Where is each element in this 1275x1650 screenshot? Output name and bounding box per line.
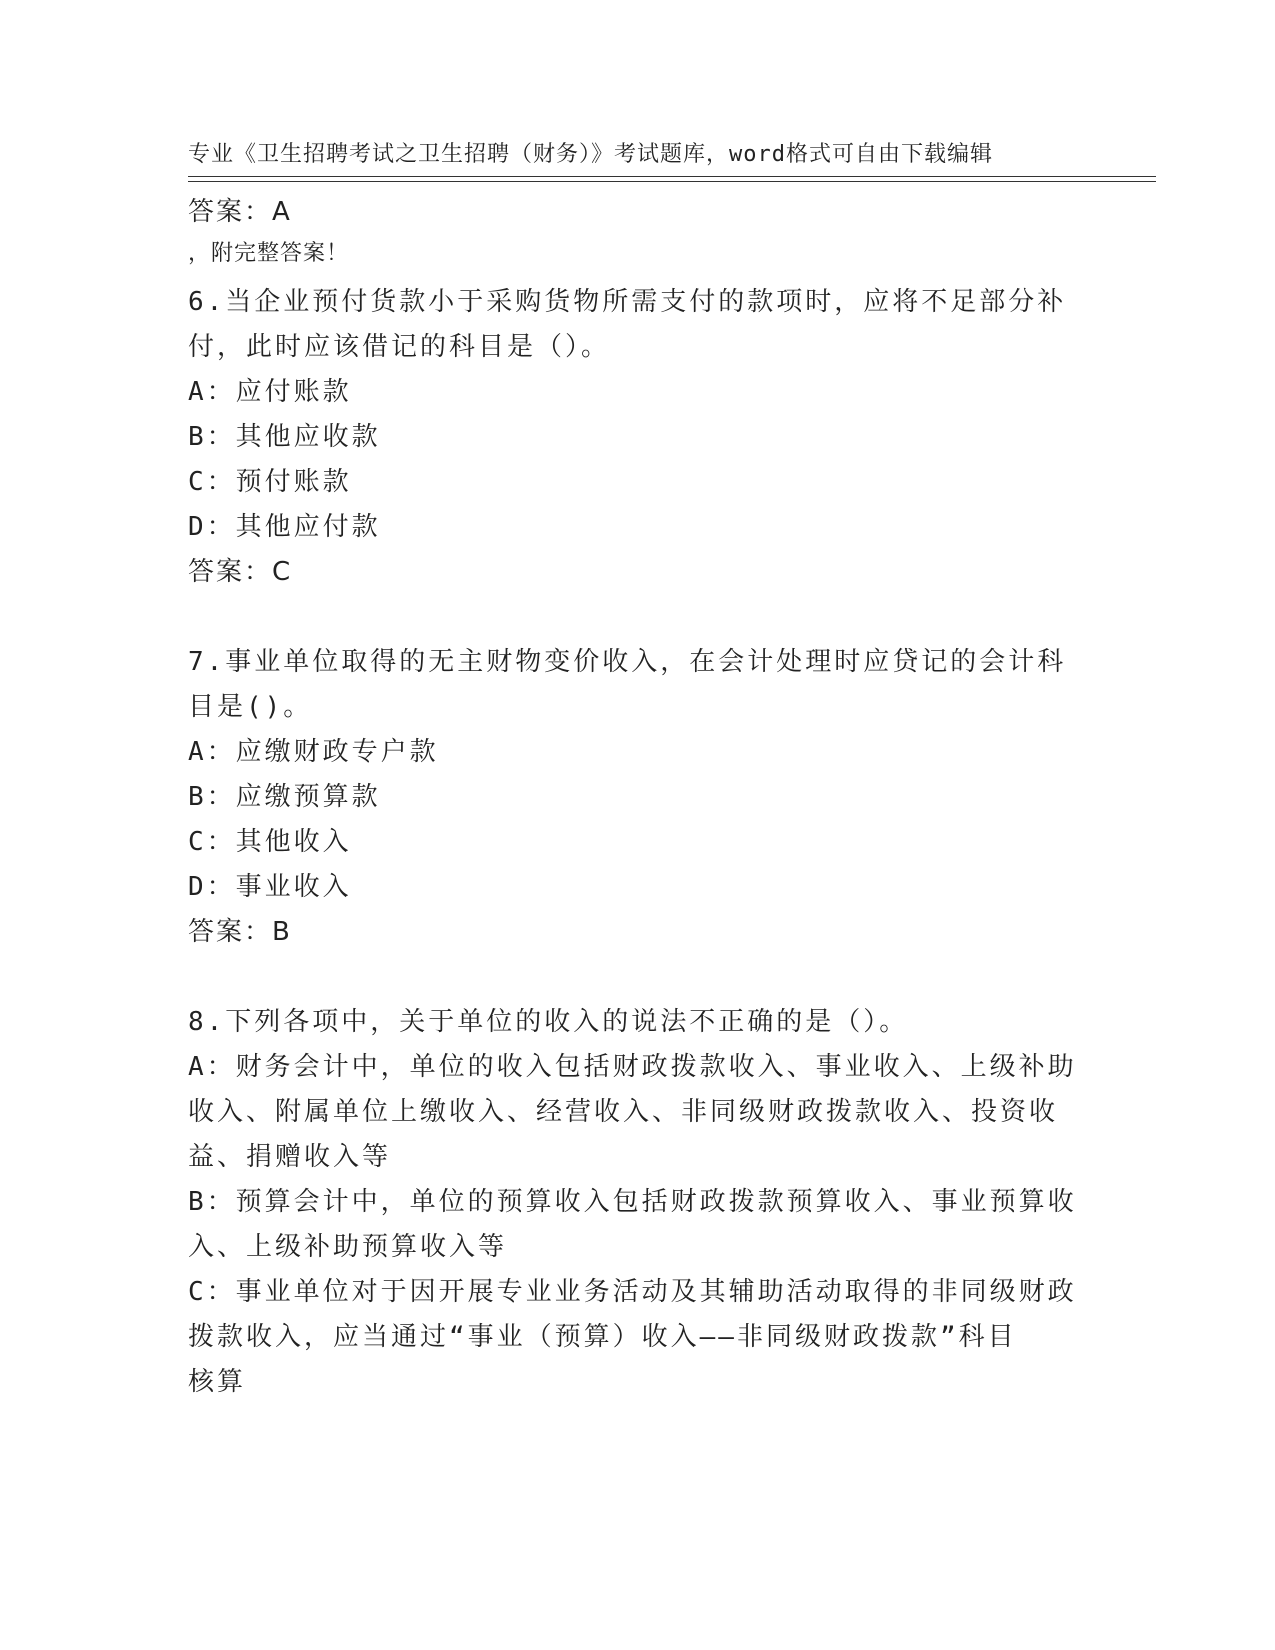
option-text: B：应缴预算款 (188, 782, 381, 812)
header-line-1: 专业《卫生招聘考试之卫生招聘（财务）》考试题库，word格式可自由下载编辑 (188, 142, 993, 167)
spacer (188, 234, 1088, 280)
option-text: 益、捐赠收入等 (188, 1142, 392, 1172)
option-text: D：事业收入 (188, 872, 352, 902)
question-6-line-2: 付，此时应该借记的科目是（）。 (188, 332, 611, 362)
option-text: B：其他应收款 (188, 422, 381, 452)
question-7-option-d (188, 865, 1088, 910)
spacer (188, 954, 1088, 1000)
question-7-line-2: 目是()。 (188, 692, 313, 722)
question-8-option-a (188, 1045, 1088, 1180)
question-6-option-a (188, 370, 1088, 415)
question-6-stem (188, 280, 1088, 370)
question-6-option-d (188, 505, 1088, 550)
question-8-option-c (188, 1270, 1088, 1405)
question-8-option-b (188, 1180, 1088, 1270)
option-text: A：财务会计中，单位的收入包括财政拨款收入、事业收入、上级补助 (188, 1052, 1077, 1082)
option-text: A：应付账款 (188, 377, 352, 407)
question-8-stem (188, 1000, 1088, 1045)
option-text: 收入、附属单位上缴收入、经营收入、非同级财政拨款收入、投资收 (188, 1097, 1059, 1127)
option-text: C：事业单位对于因开展专业业务活动及其辅助活动取得的非同级财政 (188, 1277, 1077, 1307)
question-7-line-1: 7.事业单位取得的无主财物变价收入，在会计处理时应贷记的会计科 (188, 647, 1067, 677)
question-list (188, 190, 1088, 1405)
question-6-answer: 答案：C (188, 557, 293, 587)
option-text: B：预算会计中，单位的预算收入包括财政拨款预算收入、事业预算收 (188, 1187, 1077, 1217)
option-text: C：其他收入 (188, 827, 352, 857)
header-line-2: ，附完整答案！ (188, 241, 350, 266)
option-text: D：其他应付款 (188, 512, 381, 542)
question-6-option-b (188, 415, 1088, 460)
header-divider-thick (188, 176, 1156, 177)
option-text: 入、上级补助预算收入等 (188, 1232, 508, 1262)
option-text: C：预付账款 (188, 467, 352, 497)
question-7-answer: 答案：B (188, 917, 292, 947)
option-text: A：应缴财政专户款 (188, 737, 439, 767)
question-7-stem (188, 640, 1088, 730)
answer-previous: 答案：A (188, 197, 292, 227)
question-7-option-a (188, 730, 1088, 775)
header-divider-thin (188, 181, 1156, 182)
question-7-option-b (188, 775, 1088, 820)
option-text: 拨款收入，应当通过“事业（预算）收入——非同级财政拨款”科目 (188, 1322, 1017, 1352)
spacer (188, 594, 1088, 640)
question-6-line-1: 6.当企业预付货款小于采购货物所需支付的款项时，应将不足部分补 (188, 287, 1067, 317)
question-8-line-1: 8.下列各项中，关于单位的收入的说法不正确的是（）。 (188, 1007, 909, 1037)
question-6-option-c (188, 460, 1088, 505)
question-7-option-c (188, 820, 1088, 865)
option-text: 核算 (188, 1367, 247, 1397)
